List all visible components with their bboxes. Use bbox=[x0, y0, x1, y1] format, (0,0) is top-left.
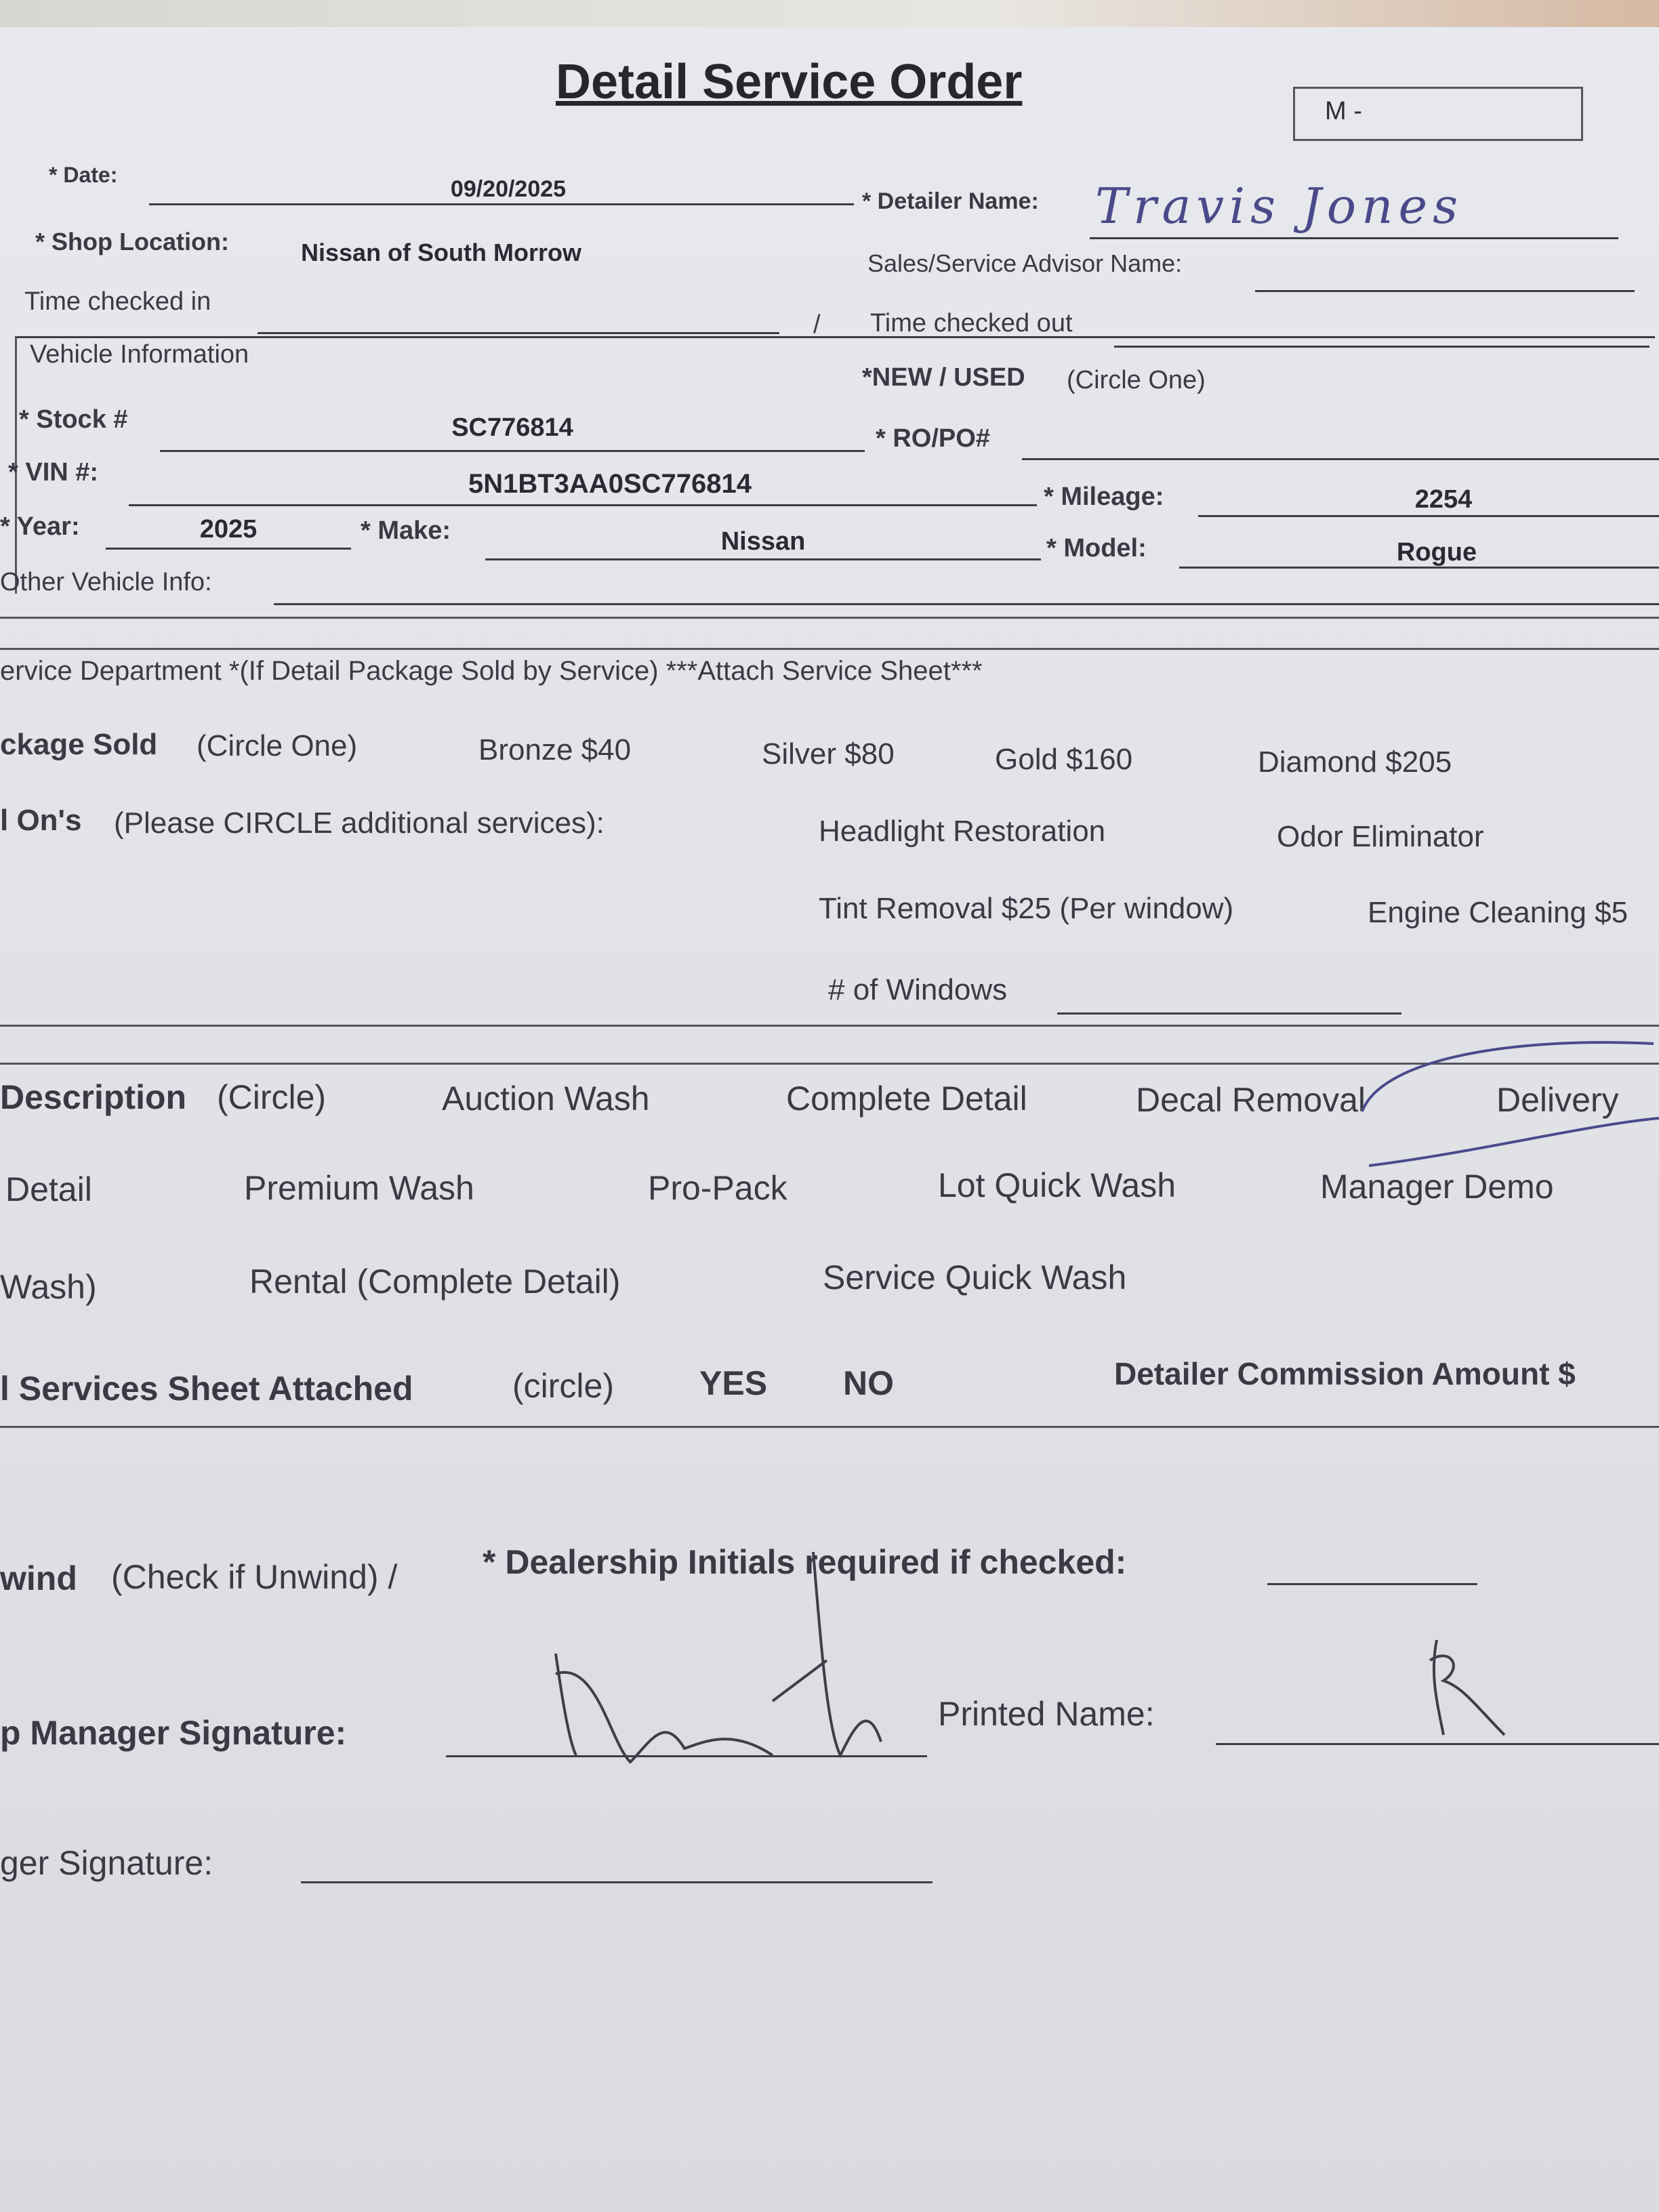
make-label: * Make: bbox=[361, 516, 451, 545]
package-label: ckage Sold bbox=[0, 728, 158, 761]
date-value[interactable]: 09/20/2025 bbox=[450, 176, 567, 202]
package-diamond[interactable]: Diamond $205 bbox=[1258, 745, 1452, 779]
delivery-circle-mark bbox=[1342, 1030, 1659, 1172]
time-sep: / bbox=[813, 310, 821, 339]
advisor-line bbox=[1255, 290, 1635, 292]
second-signature-line[interactable] bbox=[301, 1881, 933, 1883]
mileage-line bbox=[1198, 515, 1659, 517]
package-note: (Circle One) bbox=[197, 729, 358, 762]
addons-label: l On's bbox=[0, 804, 82, 837]
desc-auction-wash[interactable]: Auction Wash bbox=[442, 1080, 650, 1118]
attached-note: (circle) bbox=[512, 1367, 614, 1405]
second-signature-label: ger Signature: bbox=[0, 1844, 213, 1882]
unwind-label: wind bbox=[0, 1559, 77, 1597]
m-number-box[interactable]: M - bbox=[1293, 87, 1583, 141]
printed-name-line[interactable] bbox=[1216, 1743, 1659, 1745]
year-value[interactable]: 2025 bbox=[199, 515, 258, 544]
desc-service-quick-wash[interactable]: Service Quick Wash bbox=[823, 1258, 1127, 1296]
time-out-line bbox=[1114, 346, 1650, 348]
top-edge bbox=[0, 0, 1659, 27]
manager-signature-label: p Manager Signature: bbox=[0, 1714, 347, 1752]
advisor-label: Sales/Service Advisor Name: bbox=[867, 249, 1183, 277]
vin-value[interactable]: 5N1BT3AA0SC776814 bbox=[468, 469, 752, 499]
addon-headlight[interactable]: Headlight Restoration bbox=[819, 815, 1106, 848]
unwind-note: (Check if Unwind) / bbox=[111, 1558, 398, 1596]
vehicle-top-border bbox=[15, 336, 1655, 338]
model-value[interactable]: Rogue bbox=[1396, 538, 1477, 567]
attached-yes[interactable]: YES bbox=[699, 1364, 768, 1402]
ropo-label: * RO/PO# bbox=[876, 424, 990, 453]
description-note: (Circle) bbox=[217, 1078, 327, 1116]
addon-odor[interactable]: Odor Eliminator bbox=[1277, 820, 1484, 853]
desc-delivery[interactable]: Delivery bbox=[1496, 1081, 1619, 1119]
package-gold[interactable]: Gold $160 bbox=[995, 743, 1133, 776]
manager-signature-scribble bbox=[515, 1538, 895, 1769]
desc-decal-removal[interactable]: Decal Removal bbox=[1136, 1081, 1366, 1119]
unwind-initials-label: * Dealership Initials required if checked: bbox=[483, 1543, 1127, 1581]
printed-name-label: Printed Name: bbox=[938, 1695, 1155, 1733]
desc-lot-quick-wash[interactable]: Lot Quick Wash bbox=[938, 1166, 1176, 1204]
section-rule-3 bbox=[0, 1025, 1659, 1027]
attached-label: l Services Sheet Attached bbox=[0, 1370, 413, 1408]
section-rule-2 bbox=[0, 648, 1659, 650]
year-label: * Year: bbox=[0, 512, 80, 541]
new-used-label[interactable]: *NEW / USED bbox=[862, 363, 1025, 392]
package-bronze[interactable]: Bronze $40 bbox=[478, 733, 632, 766]
addons-note: (Please CIRCLE additional services): bbox=[114, 806, 605, 840]
desc-manager-demo[interactable]: Manager Demo bbox=[1320, 1168, 1554, 1206]
desc-detail[interactable]: Detail bbox=[5, 1170, 92, 1208]
date-label: * Date: bbox=[49, 163, 118, 187]
section-rule-1 bbox=[0, 617, 1659, 619]
service-header: ervice Department *(If Detail Package Sold by Service) ***Attach Service Sheet*** bbox=[0, 656, 983, 686]
detailer-value[interactable]: Travis Jones bbox=[1095, 178, 1464, 234]
time-out-label: Time checked out bbox=[870, 309, 1073, 337]
desc-pro-pack[interactable]: Pro-Pack bbox=[648, 1169, 787, 1207]
windows-line bbox=[1057, 1012, 1401, 1015]
vin-line bbox=[129, 504, 1037, 506]
desc-premium-wash[interactable]: Premium Wash bbox=[244, 1169, 474, 1207]
description-label: Description bbox=[0, 1078, 187, 1116]
mileage-value[interactable]: 2254 bbox=[1414, 485, 1473, 514]
package-silver[interactable]: Silver $80 bbox=[762, 737, 895, 771]
windows-label: # of Windows bbox=[828, 973, 1008, 1006]
new-used-note: (Circle One) bbox=[1067, 366, 1206, 394]
printed-name-scribble bbox=[1410, 1633, 1518, 1742]
form-title: Detail Service Order bbox=[556, 55, 1023, 109]
commission-label: Detailer Commission Amount $ bbox=[1114, 1356, 1576, 1391]
shop-label: * Shop Location: bbox=[35, 228, 229, 255]
desc-rental[interactable]: Rental (Complete Detail) bbox=[249, 1263, 621, 1300]
make-value[interactable]: Nissan bbox=[720, 527, 806, 556]
date-line bbox=[149, 203, 854, 205]
ropo-line bbox=[1022, 458, 1659, 460]
stock-line bbox=[160, 450, 865, 452]
stock-label: * Stock # bbox=[19, 405, 128, 434]
addon-tint[interactable]: Tint Removal $25 (Per window) bbox=[819, 892, 1234, 925]
year-line bbox=[106, 548, 351, 550]
other-info-label: Other Vehicle Info: bbox=[0, 568, 212, 596]
detailer-line bbox=[1090, 237, 1618, 239]
desc-complete-detail[interactable]: Complete Detail bbox=[786, 1080, 1027, 1118]
desc-wash[interactable]: Wash) bbox=[0, 1268, 97, 1306]
shop-value[interactable]: Nissan of South Morrow bbox=[301, 239, 581, 266]
addon-engine[interactable]: Engine Cleaning $5 bbox=[1368, 896, 1629, 929]
detailer-label: * Detailer Name: bbox=[862, 188, 1039, 214]
time-in-line bbox=[258, 332, 779, 334]
vehicle-section-label: Vehicle Information bbox=[30, 340, 249, 369]
section-rule-5 bbox=[0, 1426, 1659, 1428]
other-info-line bbox=[274, 603, 1659, 605]
stock-value[interactable]: SC776814 bbox=[451, 413, 573, 442]
attached-no[interactable]: NO bbox=[843, 1364, 894, 1402]
vin-label: * VIN #: bbox=[8, 458, 99, 487]
make-line bbox=[485, 558, 1041, 560]
mileage-label: * Mileage: bbox=[1044, 483, 1164, 511]
time-in-label: Time checked in bbox=[24, 287, 211, 316]
model-label: * Model: bbox=[1046, 534, 1147, 562]
unwind-initials-line[interactable] bbox=[1267, 1583, 1477, 1585]
